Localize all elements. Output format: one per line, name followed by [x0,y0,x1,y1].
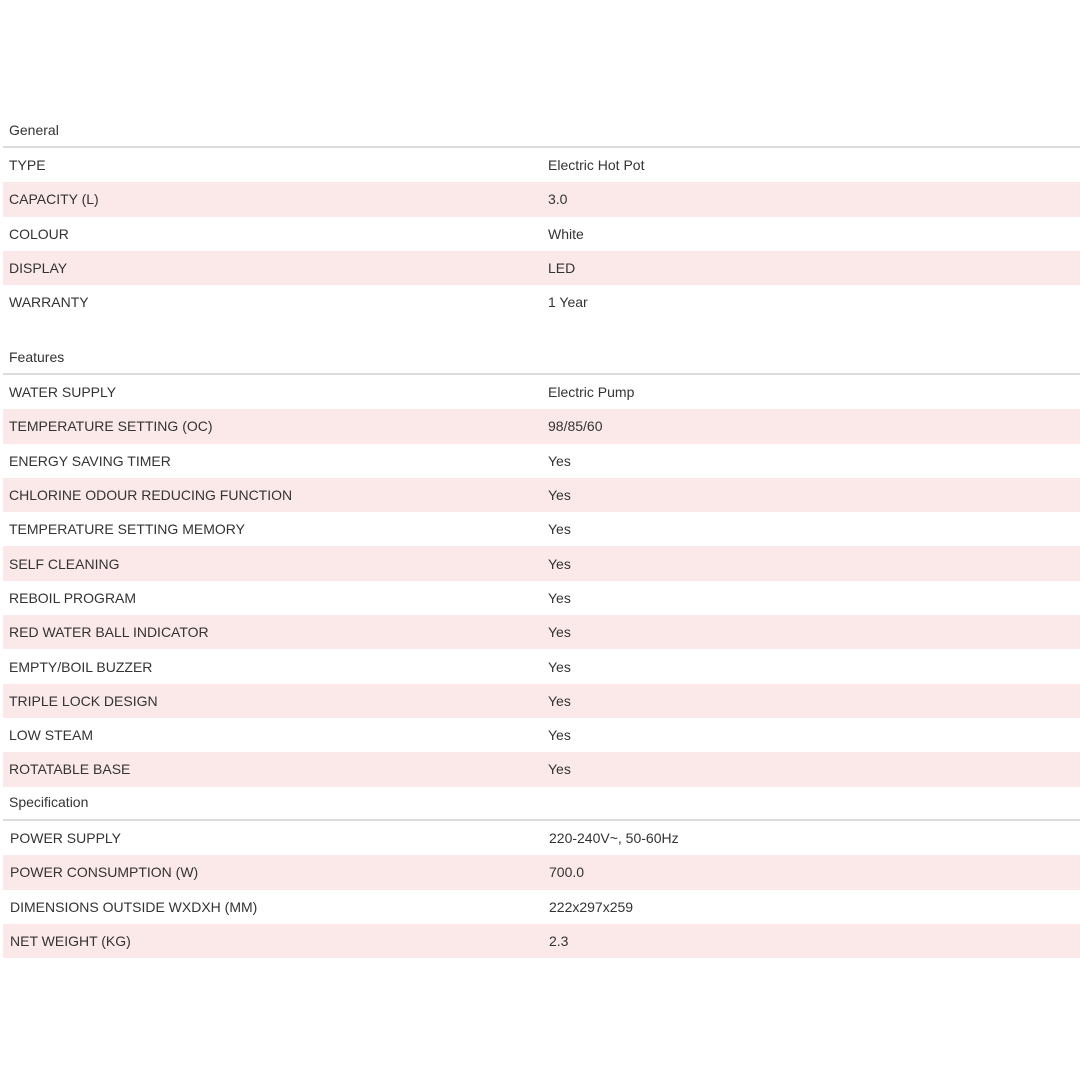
spec-label: NET WEIGHT (KG) [10,933,131,950]
spec-row [3,855,1080,889]
spec-label: ENERGY SAVING TIMER [9,452,171,469]
spec-row [3,375,1080,409]
spec-value: LED [548,260,576,277]
spec-label: DISPLAY [9,260,68,277]
spec-row [3,821,1080,855]
spec-section-specification [3,786,1080,958]
spec-value: 2.3 [549,933,569,950]
spec-value: 98/85/60 [548,418,603,435]
spec-label: POWER SUPPLY [10,830,121,847]
spec-label: EMPTY/BOIL BUZZER [9,658,153,675]
spec-row [3,924,1080,958]
spec-value: 1 Year [548,294,588,311]
spec-label: SELF CLEANING [9,555,120,572]
spec-row [3,285,1080,319]
spec-value: Yes [548,727,571,744]
spec-label: TEMPERATURE SETTING (OC) [9,418,213,435]
spec-value: Yes [548,589,571,606]
spec-row [3,752,1080,786]
spec-row [3,148,1080,182]
spec-value: 700.0 [549,864,585,881]
spec-row [3,546,1080,580]
spec-value: Yes [548,624,571,641]
spec-label: COLOUR [9,225,69,242]
spec-row [3,478,1080,512]
spec-value: Yes [548,658,571,675]
spec-label: REBOIL PROGRAM [9,589,137,606]
spec-label: TYPE [9,157,46,174]
spec-value: Electric Pump [548,384,635,401]
spec-row [3,649,1080,683]
spec-label: DIMENSIONS OUTSIDE WXDXH (MM) [10,898,258,915]
spec-section-general [3,112,1080,319]
spec-row [3,581,1080,615]
section-title: General [3,112,1080,148]
spec-row [3,444,1080,478]
spec-row [3,890,1080,924]
spec-row [3,684,1080,718]
spec-row [3,182,1080,216]
spec-value: 220-240V~, 50-60Hz [549,830,679,847]
spec-row [3,615,1080,649]
spec-value: Yes [548,692,571,709]
spec-value: Yes [548,521,571,538]
spec-label: POWER CONSUMPTION (W) [10,864,199,881]
spec-row [3,512,1080,546]
spec-label: TRIPLE LOCK DESIGN [9,692,158,709]
spec-value: Yes [548,487,571,504]
spec-row [3,217,1080,251]
spec-label: CHLORINE ODOUR REDUCING FUNCTION [9,487,293,504]
spec-label: WATER SUPPLY [9,384,117,401]
spec-value: 3.0 [548,191,568,208]
spec-label: RED WATER BALL INDICATOR [9,624,209,641]
spec-label: TEMPERATURE SETTING MEMORY [9,521,245,538]
spec-value: 222x297x259 [549,898,634,915]
spec-value: Electric Hot Pot [548,157,645,174]
spec-value: Yes [548,761,571,778]
spec-label: WARRANTY [9,294,89,311]
spec-row [3,409,1080,443]
section-title: Features [3,339,1080,375]
spec-row [3,718,1080,752]
spec-label: ROTATABLE BASE [9,761,131,778]
spec-label: CAPACITY (L) [9,191,99,208]
spec-value: Yes [548,555,571,572]
spec-label: LOW STEAM [9,727,94,744]
spec-value: Yes [548,452,571,469]
section-title: Specification [3,786,1080,821]
spec-value: White [548,225,584,242]
spec-row [3,251,1080,285]
spec-section-features [3,339,1080,787]
